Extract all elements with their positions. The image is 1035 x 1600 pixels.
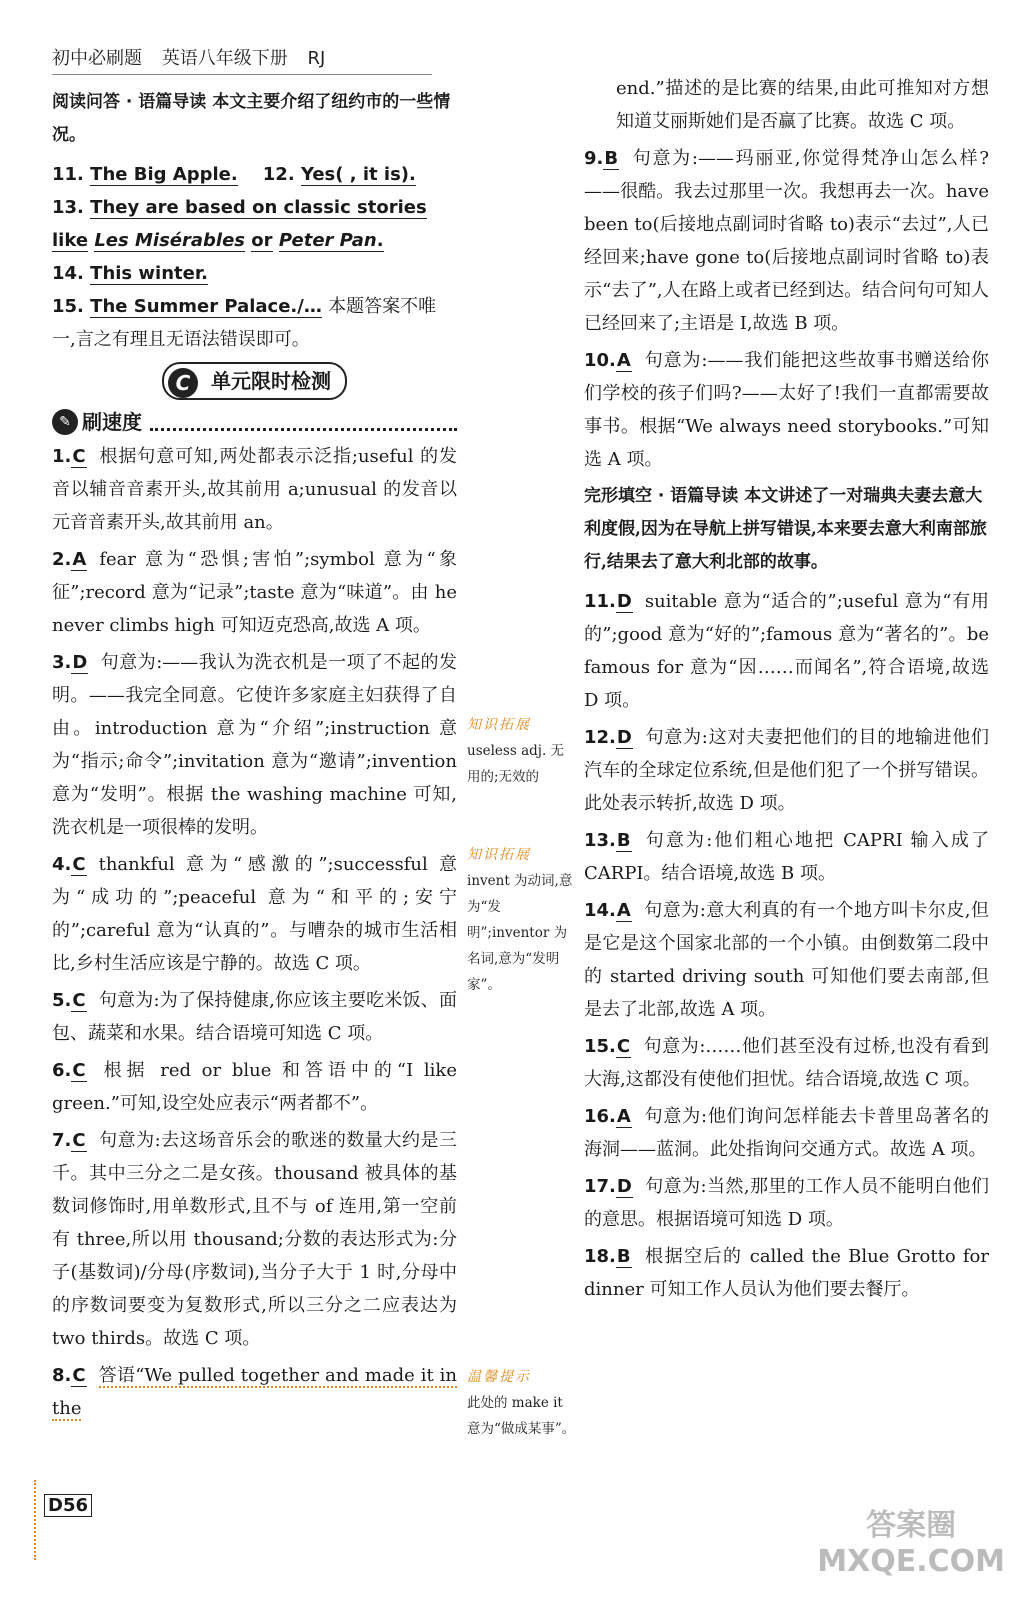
answer-text: .: [376, 230, 384, 251]
answer-row-11-12: [52, 158, 457, 191]
item-explanation: 句意为:——我认为洗衣机是一项了不起的发明。——我完全同意。它使许多家庭主妇获得了自由。introduction 意为“介绍”;instruction 意为“指示;命令”;invitation 意为“邀请”;invention 意为“发明”。根据 the washing machine 可知,洗衣机是一项很棒的发明。: [52, 652, 457, 838]
side-note-title: 温馨提示: [467, 1369, 531, 1385]
header-edition: RJ: [307, 48, 326, 69]
left-column: [52, 82, 457, 1429]
item-number: 3.: [52, 652, 72, 673]
item-answer-letter: B: [604, 148, 619, 169]
item-explanation: 句意为:意大利真的有一个地方叫卡尔皮,但是它是这个国家北部的一个小镇。由倒数第二段中的 started driving south 可知他们要去南部,但是去了北部,故选 A 项。: [584, 900, 989, 1020]
item-explanation: 根据句意可知,两处都表示泛指;useful 的发音以辅音音素开头,故其前用 a;unusual 的发音以元音音素开头,故其前用 an。: [52, 446, 457, 533]
answer-text: The Big Apple.: [90, 164, 238, 185]
page-number: D56: [44, 1494, 92, 1517]
item-answer-letter: B: [616, 1246, 631, 1267]
item-number: 9.: [584, 148, 604, 169]
answer-item: [584, 721, 989, 820]
side-note-make-it: [467, 1364, 577, 1442]
answer-note: 本题答案不唯一,言之有理且无语法错误即可。: [52, 296, 437, 350]
speed-section-label: 刷速度: [82, 410, 142, 434]
answer-num: 14.: [52, 263, 84, 284]
item-explanation: end.”描述的是比赛的结果,由此可推知对方想知道艾丽斯她们是否赢了比赛。故选 C 项。: [616, 78, 989, 132]
item-answer-letter: C: [72, 1130, 86, 1151]
item-number: 10.: [584, 350, 616, 371]
answer-item: [52, 1054, 457, 1120]
item-number: 1.: [52, 446, 72, 467]
answer-item: [52, 1124, 457, 1355]
answer-text: The Summer Palace./…: [90, 296, 322, 317]
item-number: 18.: [584, 1246, 616, 1267]
item-explanation: 句意为:他们询问怎样能去卡普里岛著名的海洞——蓝洞。此处指询问交通方式。故选 A 项。: [584, 1106, 989, 1160]
cloze-guide-text: 本文讲述了一对瑞典夫妻去意大利度假,因为在导航上拼写错误,本来要去意大利南部旅行,结果去了意大利北部的故事。: [584, 486, 987, 572]
answer-num: 13.: [52, 197, 84, 218]
answer-item: [52, 440, 457, 539]
item-answer-letter: C: [72, 854, 86, 875]
item-number: 16.: [584, 1106, 616, 1127]
answer-text: They are based on classic stories like: [52, 197, 427, 251]
item-explanation: 句意为:去这场音乐会的歌迷的数量大约是三千。其中三分之二是女孩。thousand 被具体的基数词修饰时,用单数形式,且不与 of 连用,第一空前有 three,所以用 thousand;分数的表达形式为:分子(基数词)/分母(序数词),当分子大于 1 时,分母中的序数词要变为复数形式,所以三分之二应表达为 two thirds。故选 C 项。: [52, 1130, 457, 1349]
answer-item: [584, 824, 989, 890]
item-answer-letter: C: [72, 446, 86, 467]
item-number: 15.: [584, 1036, 616, 1057]
answer-text: or: [251, 230, 273, 251]
item-explanation: 根据 red or blue 和答语中的“I like green.”可知,设空处应表示“两者都不”。: [52, 1060, 457, 1114]
side-note-title: 知识拓展: [467, 717, 531, 733]
answer-row-15: [52, 290, 457, 356]
answer-item: [584, 894, 989, 1026]
margin-dotted-line: [34, 1480, 37, 1560]
item-number: 5.: [52, 990, 72, 1011]
answer-item: [52, 543, 457, 642]
item-answer-letter: A: [616, 900, 631, 921]
answer-num: 11.: [52, 164, 84, 185]
item-explanation: 答语“We pulled together and made it in the: [52, 1365, 457, 1419]
speed-section-header: [52, 404, 457, 440]
item-explanation: 根据空后的 called the Blue Grotto for dinner 可知工作人员认为他们要去餐厅。: [584, 1246, 989, 1300]
item-answer-letter: A: [616, 1106, 631, 1127]
item-explanation: 句意为:——玛丽亚,你觉得梵净山怎么样?——很酷。我去过那里一次。我想再去一次。have been to(后接地点副词时省略 to)表示“去过”,人已经回来;have gone to(后接地点副词时省略 to)表示“去了”,人在路上或者已经到达。结合问句可知人已经回来了;主语是 I,故选 B 项。: [584, 148, 989, 334]
item-number: 2.: [52, 549, 72, 570]
item-explanation: 句意为:——我们能把这些故事书赠送给你们学校的孩子们吗?——太好了!我们一直都需要故事书。根据“We always need storybooks.”可知选 A 项。: [584, 350, 989, 470]
answer-item: [584, 585, 989, 717]
side-note-text: invent 为动词,意为“发明”;inventor 为名词,意为“发明家”。: [467, 873, 573, 993]
answer-num: 15.: [52, 296, 84, 317]
item-number: 17.: [584, 1176, 616, 1197]
item-answer-letter: D: [616, 591, 632, 612]
pen-icon: ✎: [52, 409, 78, 435]
side-note-text: 此处的 make it 意为“做成某事”。: [467, 1395, 576, 1437]
unit-test-badge-frame: [162, 362, 347, 400]
side-note-text: useless adj. 无用的;无效的: [467, 743, 565, 785]
letter-c-icon: C: [168, 368, 198, 398]
item-explanation: 句意为:……他们甚至没有过桥,也没有看到大海,这都没有使他们担忧。结合语境,故选 C 项。: [584, 1036, 989, 1090]
answer-item: [584, 1240, 989, 1306]
item-number: 4.: [52, 854, 72, 875]
answer-italic-title: Peter Pan: [278, 230, 377, 251]
item-explanation: 句意为:为了保持健康,你应该主要吃米饭、面包、蔬菜和水果。结合语境可知选 C 项。: [52, 990, 457, 1044]
running-header: [52, 44, 432, 75]
item-explanation: thankful 意为“感激的”;successful 意为“成功的”;peaceful 意为“和平的;安宁的”;careful 意为“认真的”。与嘈杂的城市生活相比,乡村生活应该是宁静的。故选 C 项。: [52, 854, 457, 974]
watermark-line: 答案圈: [866, 1508, 957, 1543]
item-number: 6.: [52, 1060, 72, 1081]
dotted-divider: [150, 414, 457, 431]
answer-item: [52, 1359, 457, 1425]
answer-item: [584, 1030, 989, 1096]
answer-item-continued: [584, 72, 989, 138]
answer-row-13: [52, 191, 457, 257]
cloze-guide-label: 完形填空 · 语篇导读: [584, 486, 739, 506]
item-answer-letter: B: [616, 830, 631, 851]
item-number: 13.: [584, 830, 616, 851]
item-answer-letter: A: [72, 549, 87, 570]
item-explanation: 句意为:当然,那里的工作人员不能明白他们的意思。根据语境可知选 D 项。: [584, 1176, 989, 1230]
item-answer-letter: D: [72, 652, 88, 673]
watermark-logo: [817, 1508, 1005, 1580]
header-book-title: 英语八年级下册: [161, 48, 288, 69]
item-number: 11.: [584, 591, 616, 612]
answer-num: 12.: [262, 164, 295, 185]
item-answer-letter: A: [616, 350, 631, 371]
item-explanation: 句意为:这对夫妻把他们的目的地输进他们汽车的全球定位系统,但是他们犯了一个拼写错误。此处表示转折,故选 D 项。: [584, 727, 989, 814]
item-number: 7.: [52, 1130, 72, 1151]
reading-guide: [52, 86, 457, 152]
right-column: [584, 72, 989, 1310]
item-number: 8.: [52, 1365, 72, 1386]
answer-item: [584, 344, 989, 476]
side-note-title: 知识拓展: [467, 847, 531, 863]
watermark-line: MXQE.COM: [817, 1544, 1005, 1579]
item-answer-letter: C: [72, 1060, 86, 1081]
answer-row-14: [52, 257, 457, 290]
item-answer-letter: C: [72, 1365, 86, 1386]
item-explanation: fear 意为“恐惧;害怕”;symbol 意为“象征”;record 意为“记录”;taste 意为“味道”。由 he never climbs high 可知迈克恐高,故选 A 项。: [52, 549, 457, 636]
answer-item: [52, 984, 457, 1050]
item-explanation: 句意为:他们粗心地把 CAPRI 输入成了 CARPI。结合语境,故选 B 项。: [584, 830, 989, 884]
side-note-useless: [467, 712, 577, 790]
header-book-series: 初中必刷题: [52, 48, 142, 69]
item-explanation: suitable 意为“适合的”;useful 意为“有用的”;good 意为“好的”;famous 意为“著名的”。be famous for 意为“因……而闻名”,符合语境,故选 D 项。: [584, 591, 989, 711]
item-answer-letter: C: [72, 990, 86, 1011]
item-answer-letter: D: [616, 727, 632, 748]
side-note-invent: [467, 842, 577, 998]
item-number: 12.: [584, 727, 616, 748]
answer-item: [584, 1170, 989, 1236]
unit-test-badge: [52, 362, 457, 400]
item-answer-letter: D: [616, 1176, 632, 1197]
item-number: 14.: [584, 900, 616, 921]
answer-text: This winter.: [90, 263, 208, 284]
item-answer-letter: C: [616, 1036, 631, 1057]
unit-test-label: 单元限时检测: [210, 369, 331, 393]
answer-text: Yes( , it is).: [300, 164, 416, 185]
cloze-guide: [584, 480, 989, 579]
answer-italic-title: Les Misérables: [94, 230, 245, 251]
answer-item: [52, 848, 457, 980]
reading-guide-text: 本文主要介绍了纽约市的一些情况。: [52, 92, 451, 145]
answer-item: [52, 646, 457, 844]
answer-item: [584, 1100, 989, 1166]
reading-guide-label: 阅读问答 · 语篇导读: [52, 92, 207, 112]
answer-item: [584, 142, 989, 340]
